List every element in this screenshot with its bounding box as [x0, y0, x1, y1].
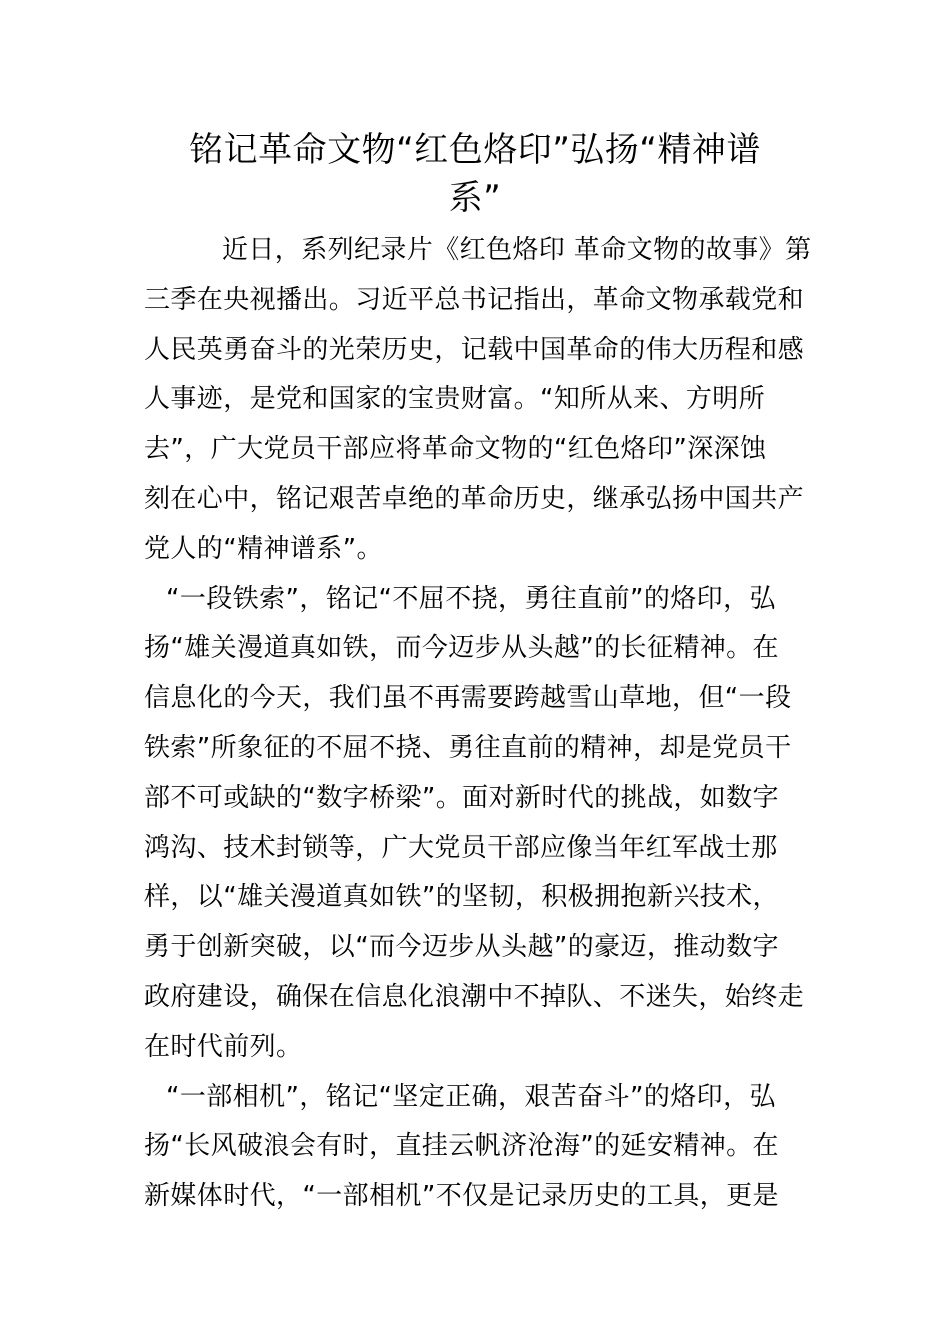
paragraph-line: 人民英勇奋斗的光荣历史，记载中国革命的伟大历程和感: [144, 334, 805, 365]
title-line-1: 铭记革命文物“红色烙印”弘扬“精神谱: [189, 130, 761, 170]
paragraph-line: 扬“雄关漫道真如铁，而今迈步从头越”的长征精神。在: [144, 633, 779, 664]
paragraph-line: 扬“长风破浪会有时，直挂云帆济沧海”的延安精神。在: [144, 1131, 779, 1162]
paragraph-line: 政府建设，确保在信息化浪潮中不掉队、不迷失，始终走: [144, 981, 805, 1012]
paragraph-line: 三季在央视播出。习近平总书记指出，革命文物承载党和: [144, 284, 805, 315]
paragraph-line: “一部相机”，铭记“坚定正确，艰苦奋斗”的烙印，弘: [166, 1081, 776, 1112]
paragraph-line: 信息化的今天，我们虽不再需要跨越雪山草地，但“一段: [144, 683, 792, 714]
paragraph-1: [144, 226, 812, 575]
paragraph-line: “一段铁索”，铭记“不屈不挠，勇往直前”的烙印，弘: [166, 583, 776, 614]
paragraph-line: 去”，广大党员干部应将革命文物的“红色烙印”深深蚀: [144, 434, 767, 465]
paragraph-line: 样，以“雄关漫道真如铁”的坚韧，积极拥抱新兴技术，: [144, 882, 779, 913]
paragraph-line: 近日，系列纪录片《红色烙印 革命文物的故事》第: [222, 235, 812, 265]
paragraph-line: 党人的“精神谱系”。: [144, 533, 383, 564]
paragraph-line: 鸿沟、技术封锁等，广大党员干部应像当年红军战士那: [144, 832, 778, 863]
paragraph-3: [144, 1073, 807, 1222]
paragraph-line: 铁索”所象征的不屈不挠、勇往直前的精神，却是党员干: [144, 732, 792, 763]
paragraph-line: 人事迹，是党和国家的宝贵财富。“知所从来、方明所: [144, 384, 766, 415]
document-body: [144, 226, 812, 1222]
document-title: [140, 126, 810, 222]
paragraph-2: [144, 575, 807, 1073]
title-line-2: 系”: [448, 178, 502, 218]
paragraph-line: 在时代前列。: [144, 1031, 303, 1062]
paragraph-line: 勇于创新突破，以“而今迈步从头越”的豪迈，推动数字: [144, 932, 779, 963]
paragraph-line: 刻在心中，铭记艰苦卓绝的革命历史，继承弘扬中国共产: [144, 483, 805, 514]
paragraph-line: 部不可或缺的“数字桥梁”。面对新时代的挑战，如数字: [144, 782, 779, 813]
paragraph-line: 新媒体时代，“一部相机”不仅是记录历史的工具，更是: [144, 1181, 779, 1212]
